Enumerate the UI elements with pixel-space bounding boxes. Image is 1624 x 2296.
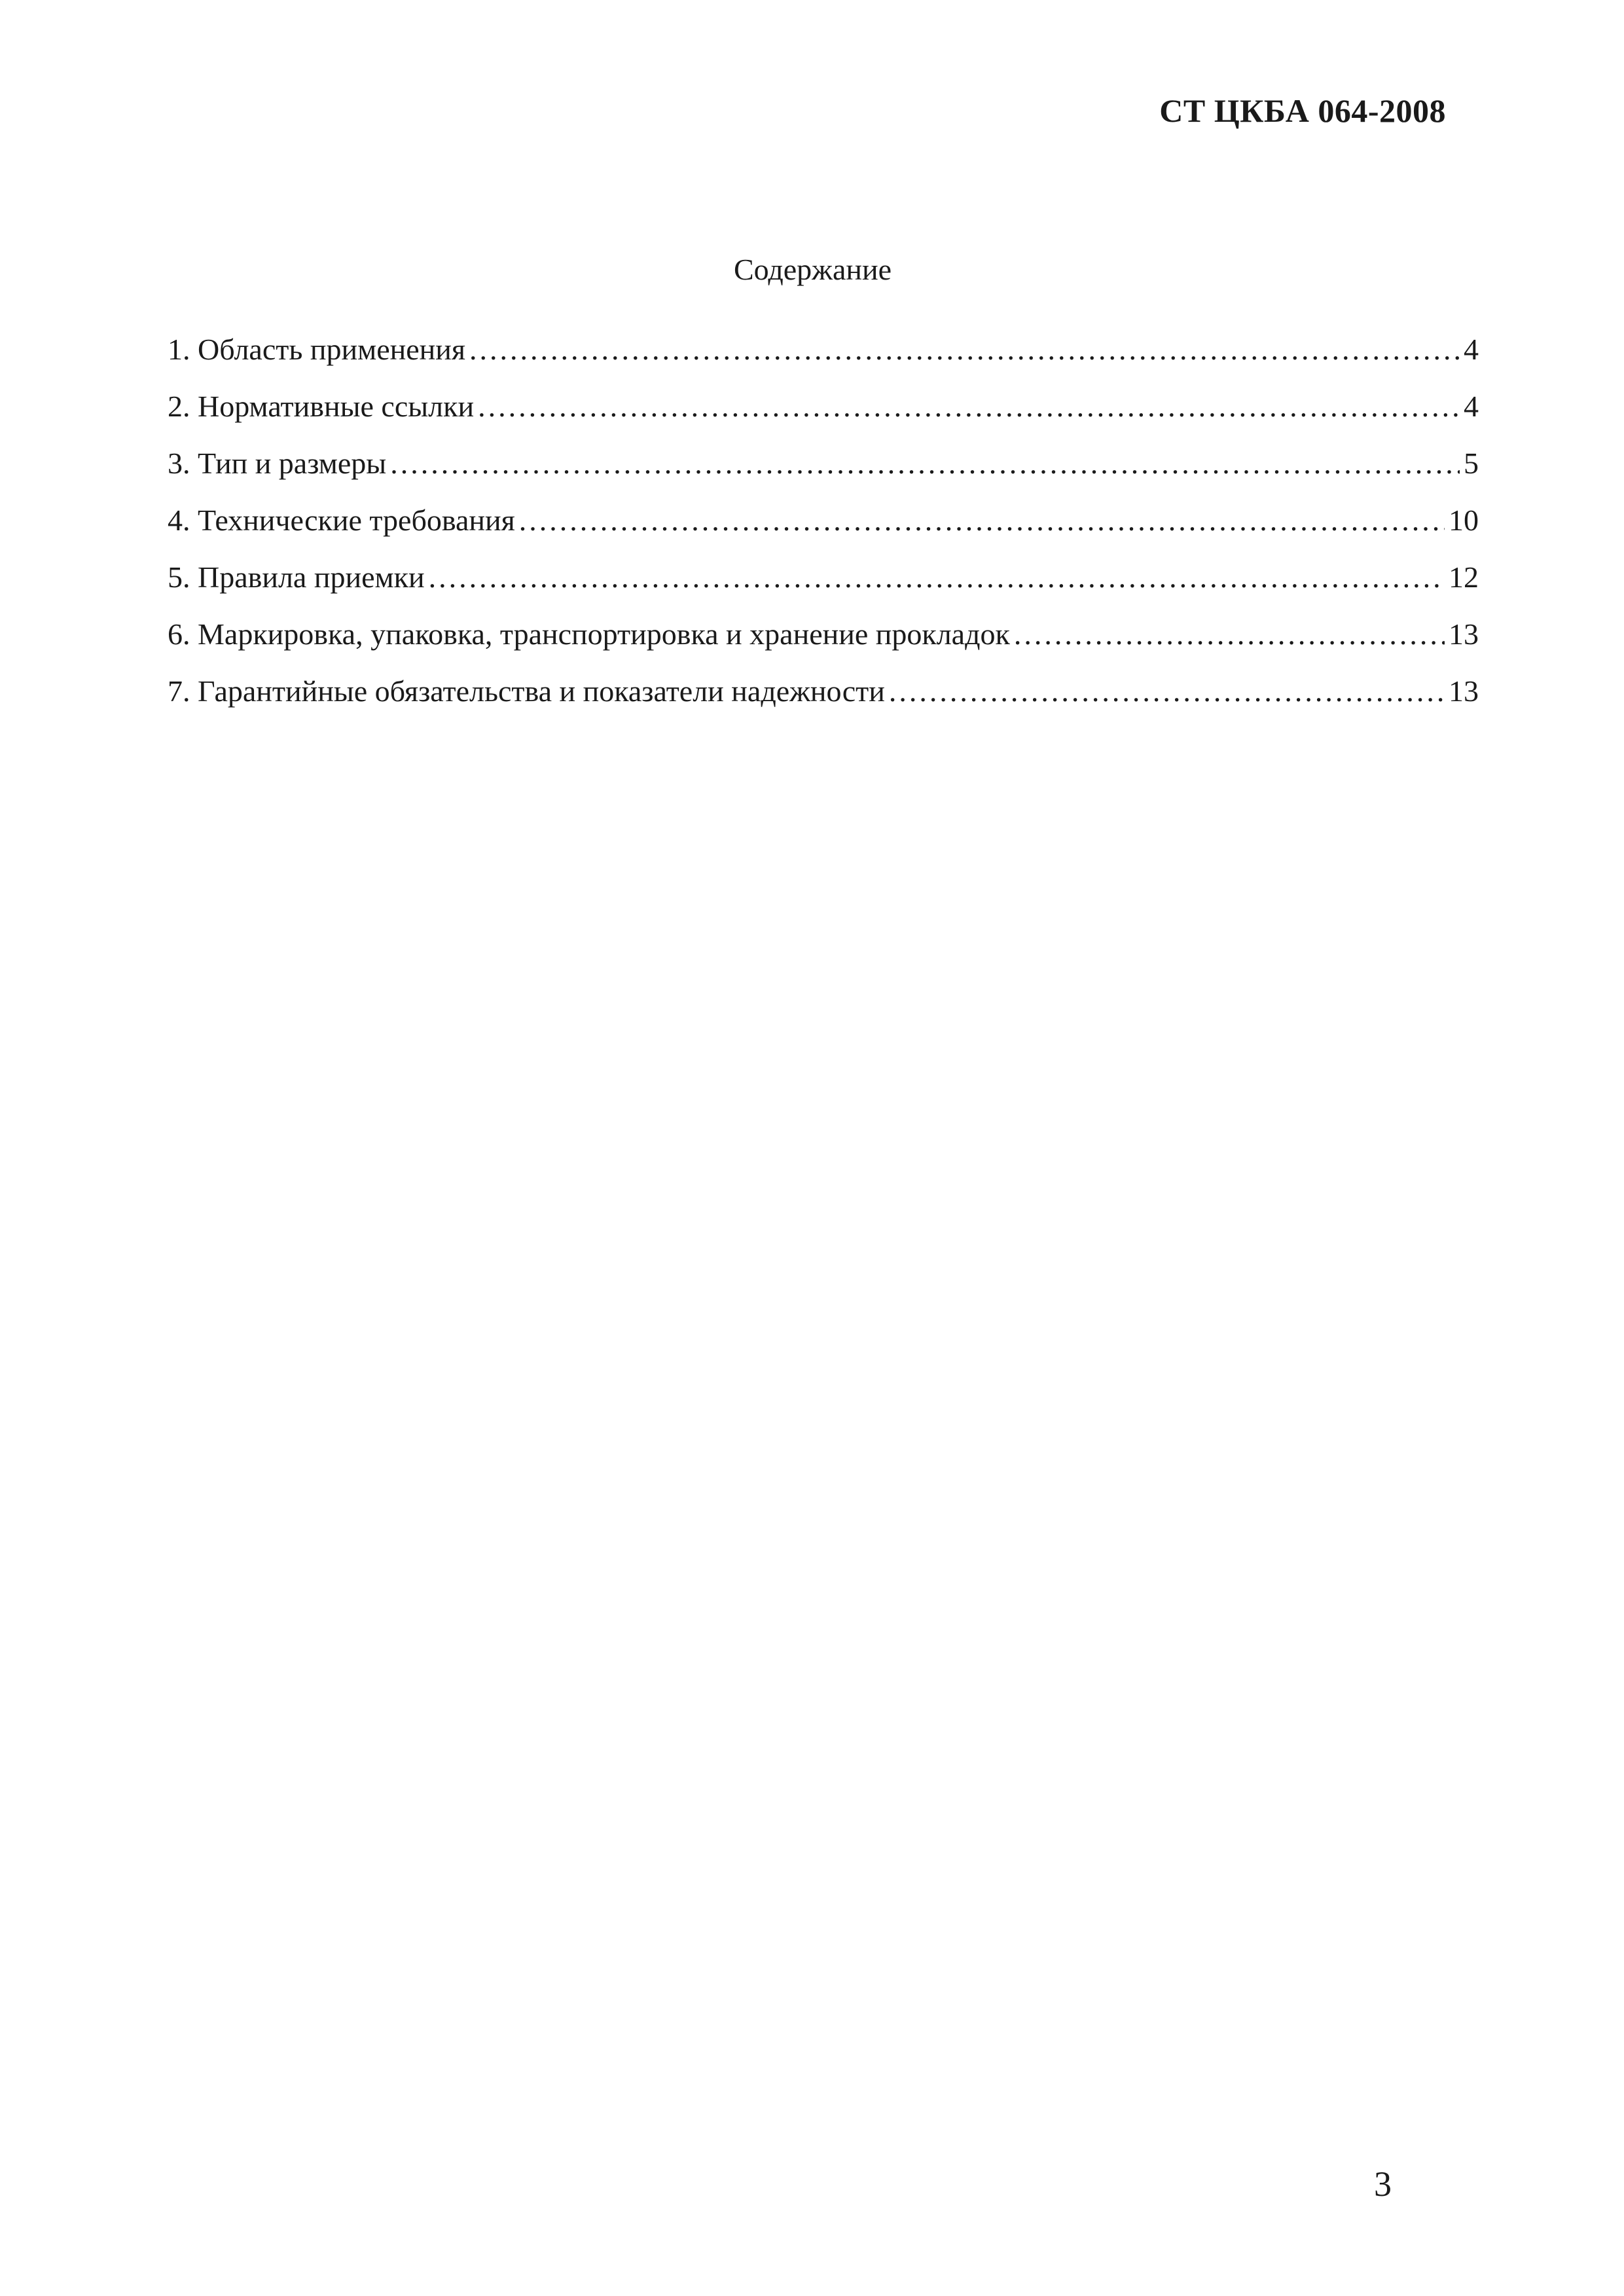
toc-entry-label: 7. Гарантийные обязательства и показатели надежности [168,674,885,708]
toc-entry-page: 10 [1449,503,1479,537]
toc-entry[interactable] [168,321,1479,378]
page-number: 3 [1374,2164,1392,2204]
table-of-contents [168,321,1479,720]
toc-dot-leader [429,549,1445,606]
toc-entry-label: 3. Тип и размеры [168,446,387,480]
toc-dot-leader [1014,606,1445,663]
toc-entry[interactable] [168,435,1479,492]
toc-entry[interactable] [168,606,1479,663]
toc-entry-page: 4 [1464,333,1479,366]
toc-entry[interactable] [168,663,1479,720]
toc-entry-label: 2. Нормативные ссылки [168,390,475,423]
toc-dot-leader [469,321,1460,378]
toc-entry[interactable] [168,492,1479,549]
toc-entry[interactable] [168,378,1479,435]
toc-title: Содержание [733,253,892,286]
toc-entry[interactable] [168,549,1479,606]
toc-entry-label: 4. Технические требования [168,503,515,537]
toc-dot-leader [478,378,1460,435]
toc-entry-page: 12 [1449,560,1479,594]
toc-dot-leader [519,492,1445,549]
toc-entry-label: 5. Правила приемки [168,560,425,594]
document-code: СТ ЦКБА 064-2008 [1159,92,1446,129]
toc-entry-page: 13 [1449,674,1479,708]
toc-entry-page: 5 [1464,446,1479,480]
toc-dot-leader [390,435,1460,492]
toc-dot-leader [889,663,1445,720]
toc-entry-page: 4 [1464,390,1479,423]
toc-entry-label: 6. Маркировка, упаковка, транспортировка и хранение прокладок [168,617,1010,651]
toc-entry-page: 13 [1449,617,1479,651]
toc-entry-label: 1. Область применения [168,333,466,366]
